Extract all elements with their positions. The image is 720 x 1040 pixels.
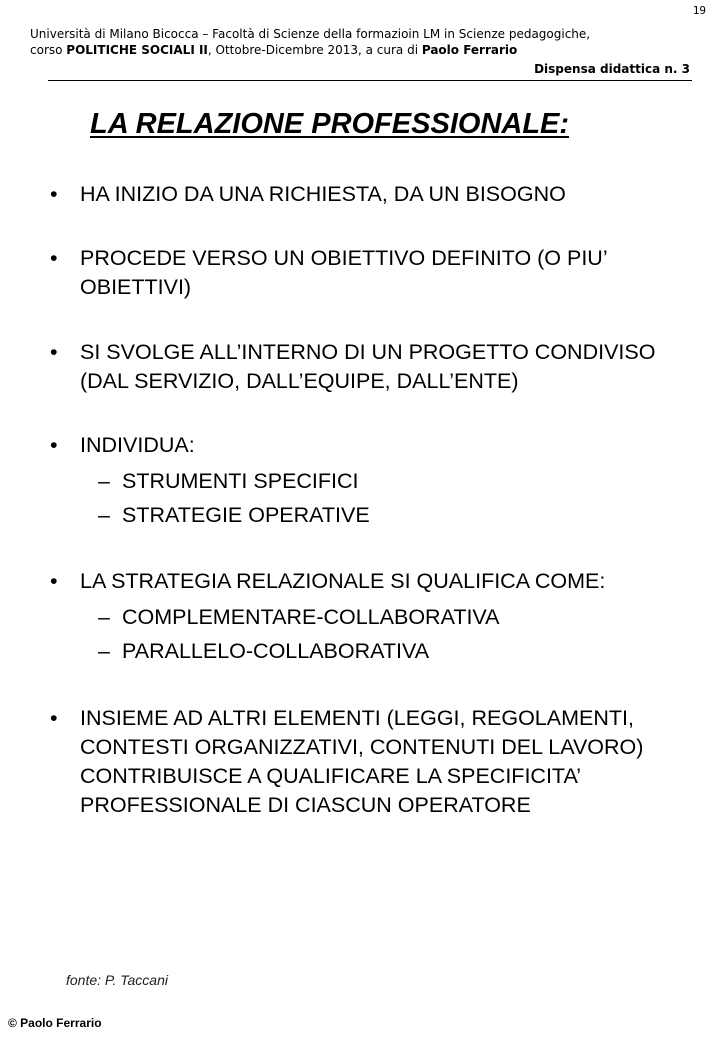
header-line-1: Università di Milano Bicocca – Facoltà di Scienze della formazioin LM in Scienze pedagogiche, [30, 27, 591, 41]
header-divider [48, 80, 692, 81]
header-line-2 [30, 42, 690, 58]
sub-item [80, 498, 688, 532]
sub-list [80, 600, 688, 668]
header-middle: , Ottobre-Dicembre 2013, a cura di [207, 43, 422, 57]
bullet-item [48, 244, 688, 302]
bullet-text: INDIVIDUA: [80, 433, 195, 457]
dispensa-label: Dispensa didattica n. 3 [534, 62, 690, 76]
bullet-marker: • [50, 340, 58, 364]
sub-item [80, 600, 688, 634]
sub-item-text: COMPLEMENTARE-COLLABORATIVA [122, 605, 500, 629]
bullet-marker: • [50, 182, 58, 206]
author-name: Paolo Ferrario [421, 43, 518, 57]
bullet-text: SI SVOLGE ALL’INTERNO DI UN PROGETTO CONDIVISO (DAL SERVIZIO, DALL’EQUIPE, DALL’ENTE) [80, 340, 656, 393]
bullet-list [48, 180, 688, 820]
bullet-item [48, 180, 688, 209]
sub-item-marker: – [98, 503, 110, 527]
sub-list [80, 464, 688, 532]
bullet-item [48, 431, 688, 532]
sub-item-marker: – [98, 639, 110, 663]
bullet-text: LA STRATEGIA RELAZIONALE SI QUALIFICA COME: [80, 569, 606, 593]
sub-item-text: PARALLELO-COLLABORATIVA [122, 639, 430, 663]
page-number: 19 [692, 4, 706, 17]
bullet-text: PROCEDE VERSO UN OBIETTIVO DEFINITO (O PIU’ OBIETTIVI) [80, 246, 607, 299]
bullet-marker: • [50, 706, 58, 730]
sub-item-marker: – [98, 605, 110, 629]
slide-title: LA RELAZIONE PROFESSIONALE: [90, 108, 570, 140]
bullet-text: HA INIZIO DA UNA RICHIESTA, DA UN BISOGNO [80, 182, 566, 206]
sub-item [80, 464, 688, 498]
document-header [30, 26, 690, 58]
sub-item-text: STRUMENTI SPECIFICI [122, 469, 359, 493]
bullet-marker: • [50, 433, 58, 457]
bullet-item [48, 704, 688, 820]
copyright-notice: © Paolo Ferrario [8, 1016, 102, 1030]
bullet-marker: • [50, 246, 58, 270]
bullet-marker: • [50, 569, 58, 593]
sub-item-marker: – [98, 469, 110, 493]
source-note: fonte: P. Taccani [66, 972, 168, 988]
bullet-item [48, 567, 688, 668]
sub-item [80, 634, 688, 668]
course-name: POLITICHE SOCIALI II [66, 43, 208, 57]
header-prefix: corso [30, 43, 67, 57]
sub-item-text: STRATEGIE OPERATIVE [122, 503, 370, 527]
bullet-text: INSIEME AD ALTRI ELEMENTI (LEGGI, REGOLAMENTI, CONTESTI ORGANIZZATIVI, CONTENUTI DEL LAVORO) CONTRIBUISCE A QUALIFICARE LA SPECIFICITA’ PROFESSIONALE DI CIASCUN OPERATORE [80, 706, 644, 817]
bullet-item [48, 338, 688, 396]
